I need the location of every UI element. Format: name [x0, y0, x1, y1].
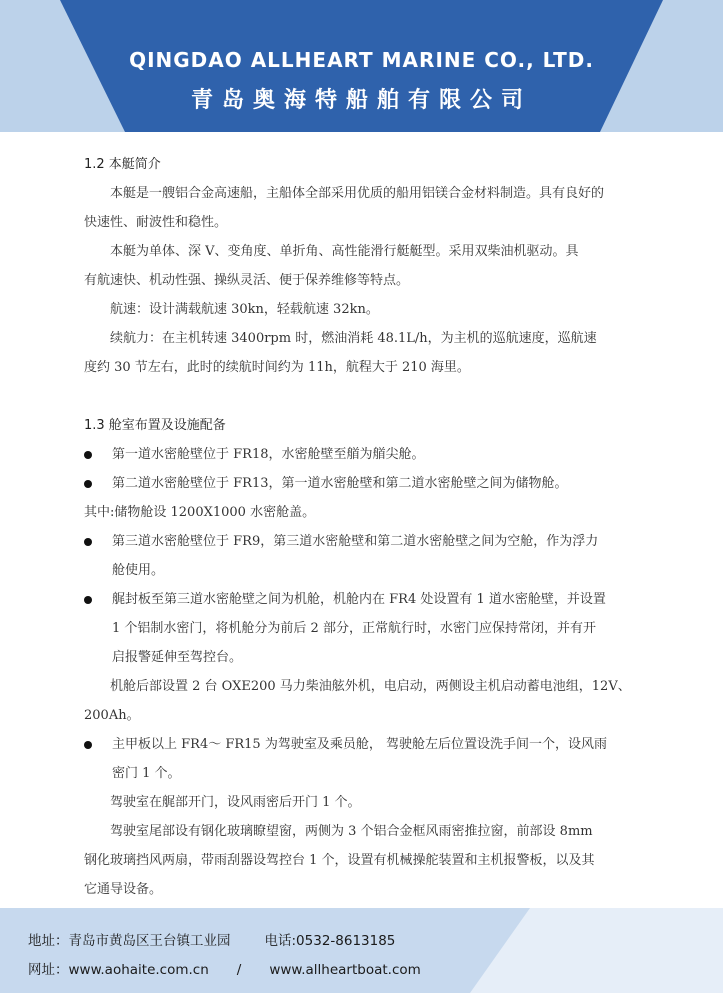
footer-separator: /: [236, 962, 242, 978]
bullet-text: 舱使用。: [112, 563, 165, 578]
footer-website-line: [28, 958, 421, 978]
bullet-icon: [84, 538, 92, 546]
footer-website-link[interactable]: 网址：www.aohaite.com.cn: [28, 962, 209, 978]
storage-note: 其中:储物舱设 1200X1000 水密舱盖。: [84, 505, 316, 520]
company-name-chinese: 青岛奥海特船舶有限公司: [190, 88, 532, 113]
bullet-icon: [84, 741, 92, 749]
bullet-text: 艉封板至第三道水密舱壁之间为机舱，机舱内在 FR4 处设置有 1 道水密舱壁，并设置: [112, 592, 606, 607]
endurance-paragraph-line: 度约 30 节左右，此时的续航时间约为 11h，航程大于 210 海里。: [84, 360, 470, 375]
footer-phone: 电话:0532-8613185: [264, 933, 396, 949]
footer-contact-line: [28, 929, 395, 949]
door-paragraph: 驾驶室在艉部开门，设风雨密后开门 1 个。: [110, 795, 361, 810]
bullet-text: 密门 1 个。: [112, 766, 181, 781]
window-paragraph-line: 驾驶室尾部设有钢化玻璃瞭望窗，两侧为 3 个铝合金框风雨密推拉窗，前部设 8mm: [110, 824, 593, 839]
section-heading-1-3: 1.3 舱室布置及设施配备: [84, 418, 226, 433]
endurance-paragraph-line: 续航力：在主机转速 3400rpm 时，燃油消耗 48.1L/h，为主机的巡航速度，巡航速: [110, 331, 597, 346]
bullet-text: 启报警延伸至驾控台。: [112, 650, 243, 665]
engine-paragraph-line: 200Ah。: [84, 708, 140, 723]
bullet-text: 1 个铝制水密门，将机舱分为前后 2 部分，正常航行时，水密门应保持常闭，并有开: [112, 621, 596, 636]
letterhead-header: [0, 0, 723, 132]
bullet-item: [84, 440, 644, 469]
bullet-text: 第一道水密舱壁位于 FR18，水密舱壁至艏为艏尖舱。: [112, 447, 425, 462]
bullet-text: 第二道水密舱壁位于 FR13，第一道水密舱壁和第二道水密舱壁之间为储物舱。: [112, 476, 568, 491]
hull-type-paragraph-line: 本艇为单体、深 V、变角度、单折角、高性能滑行艇艇型。采用双柴油机驱动。具: [110, 244, 579, 259]
letterhead-footer: [0, 908, 723, 993]
bullet-text: 主甲板以上 FR4～ FR15 为驾驶室及乘员舱， 驾驶舱左后位置设洗手间一个，设风雨: [112, 737, 607, 752]
footer-address: 地址：青岛市黄岛区王台镇工业园: [28, 933, 231, 949]
bullet-icon: [84, 480, 92, 488]
company-name-english: QINGDAO ALLHEART MARINE CO., LTD.: [129, 48, 594, 72]
window-paragraph-line: 钢化玻璃挡风两扇，带雨刮器设驾控台 1 个，设置有机械操舵装置和主机报警板，以及其: [84, 853, 595, 868]
bullet-text: 第三道水密舱壁位于 FR9，第三道水密舱壁和第二道水密舱壁之间为空舱，作为浮力: [112, 534, 599, 549]
bullet-item: [84, 527, 644, 585]
section-heading-1-2: 1.2 本艇简介: [84, 157, 161, 172]
hull-type-paragraph-line: 有航速快、机动性强、操纵灵活、便于保养维修等特点。: [84, 273, 410, 288]
document-body: [84, 150, 644, 904]
bullet-item: [84, 469, 644, 498]
bullet-item: [84, 585, 644, 672]
speed-paragraph: 航速：设计满载航速 30kn，轻载航速 32kn。: [110, 302, 379, 317]
footer-banner-shape: [0, 908, 723, 993]
bullet-icon: [84, 596, 92, 604]
footer-website2-link[interactable]: www.allheartboat.com: [269, 962, 421, 978]
bullet-icon: [84, 451, 92, 459]
window-paragraph-line: 它通导设备。: [84, 882, 163, 897]
bullet-item: [84, 730, 644, 788]
intro-paragraph-line: 快速性、耐波性和稳性。: [84, 215, 228, 230]
intro-paragraph-line: 本艇是一艘铝合金高速船，主船体全部采用优质的船用铝镁合金材料制造。具有良好的: [110, 186, 605, 201]
engine-paragraph-line: 机舱后部设置 2 台 OXE200 马力柴油舷外机，电启动，两侧设主机启动蓄电池组，12V、: [110, 679, 631, 694]
